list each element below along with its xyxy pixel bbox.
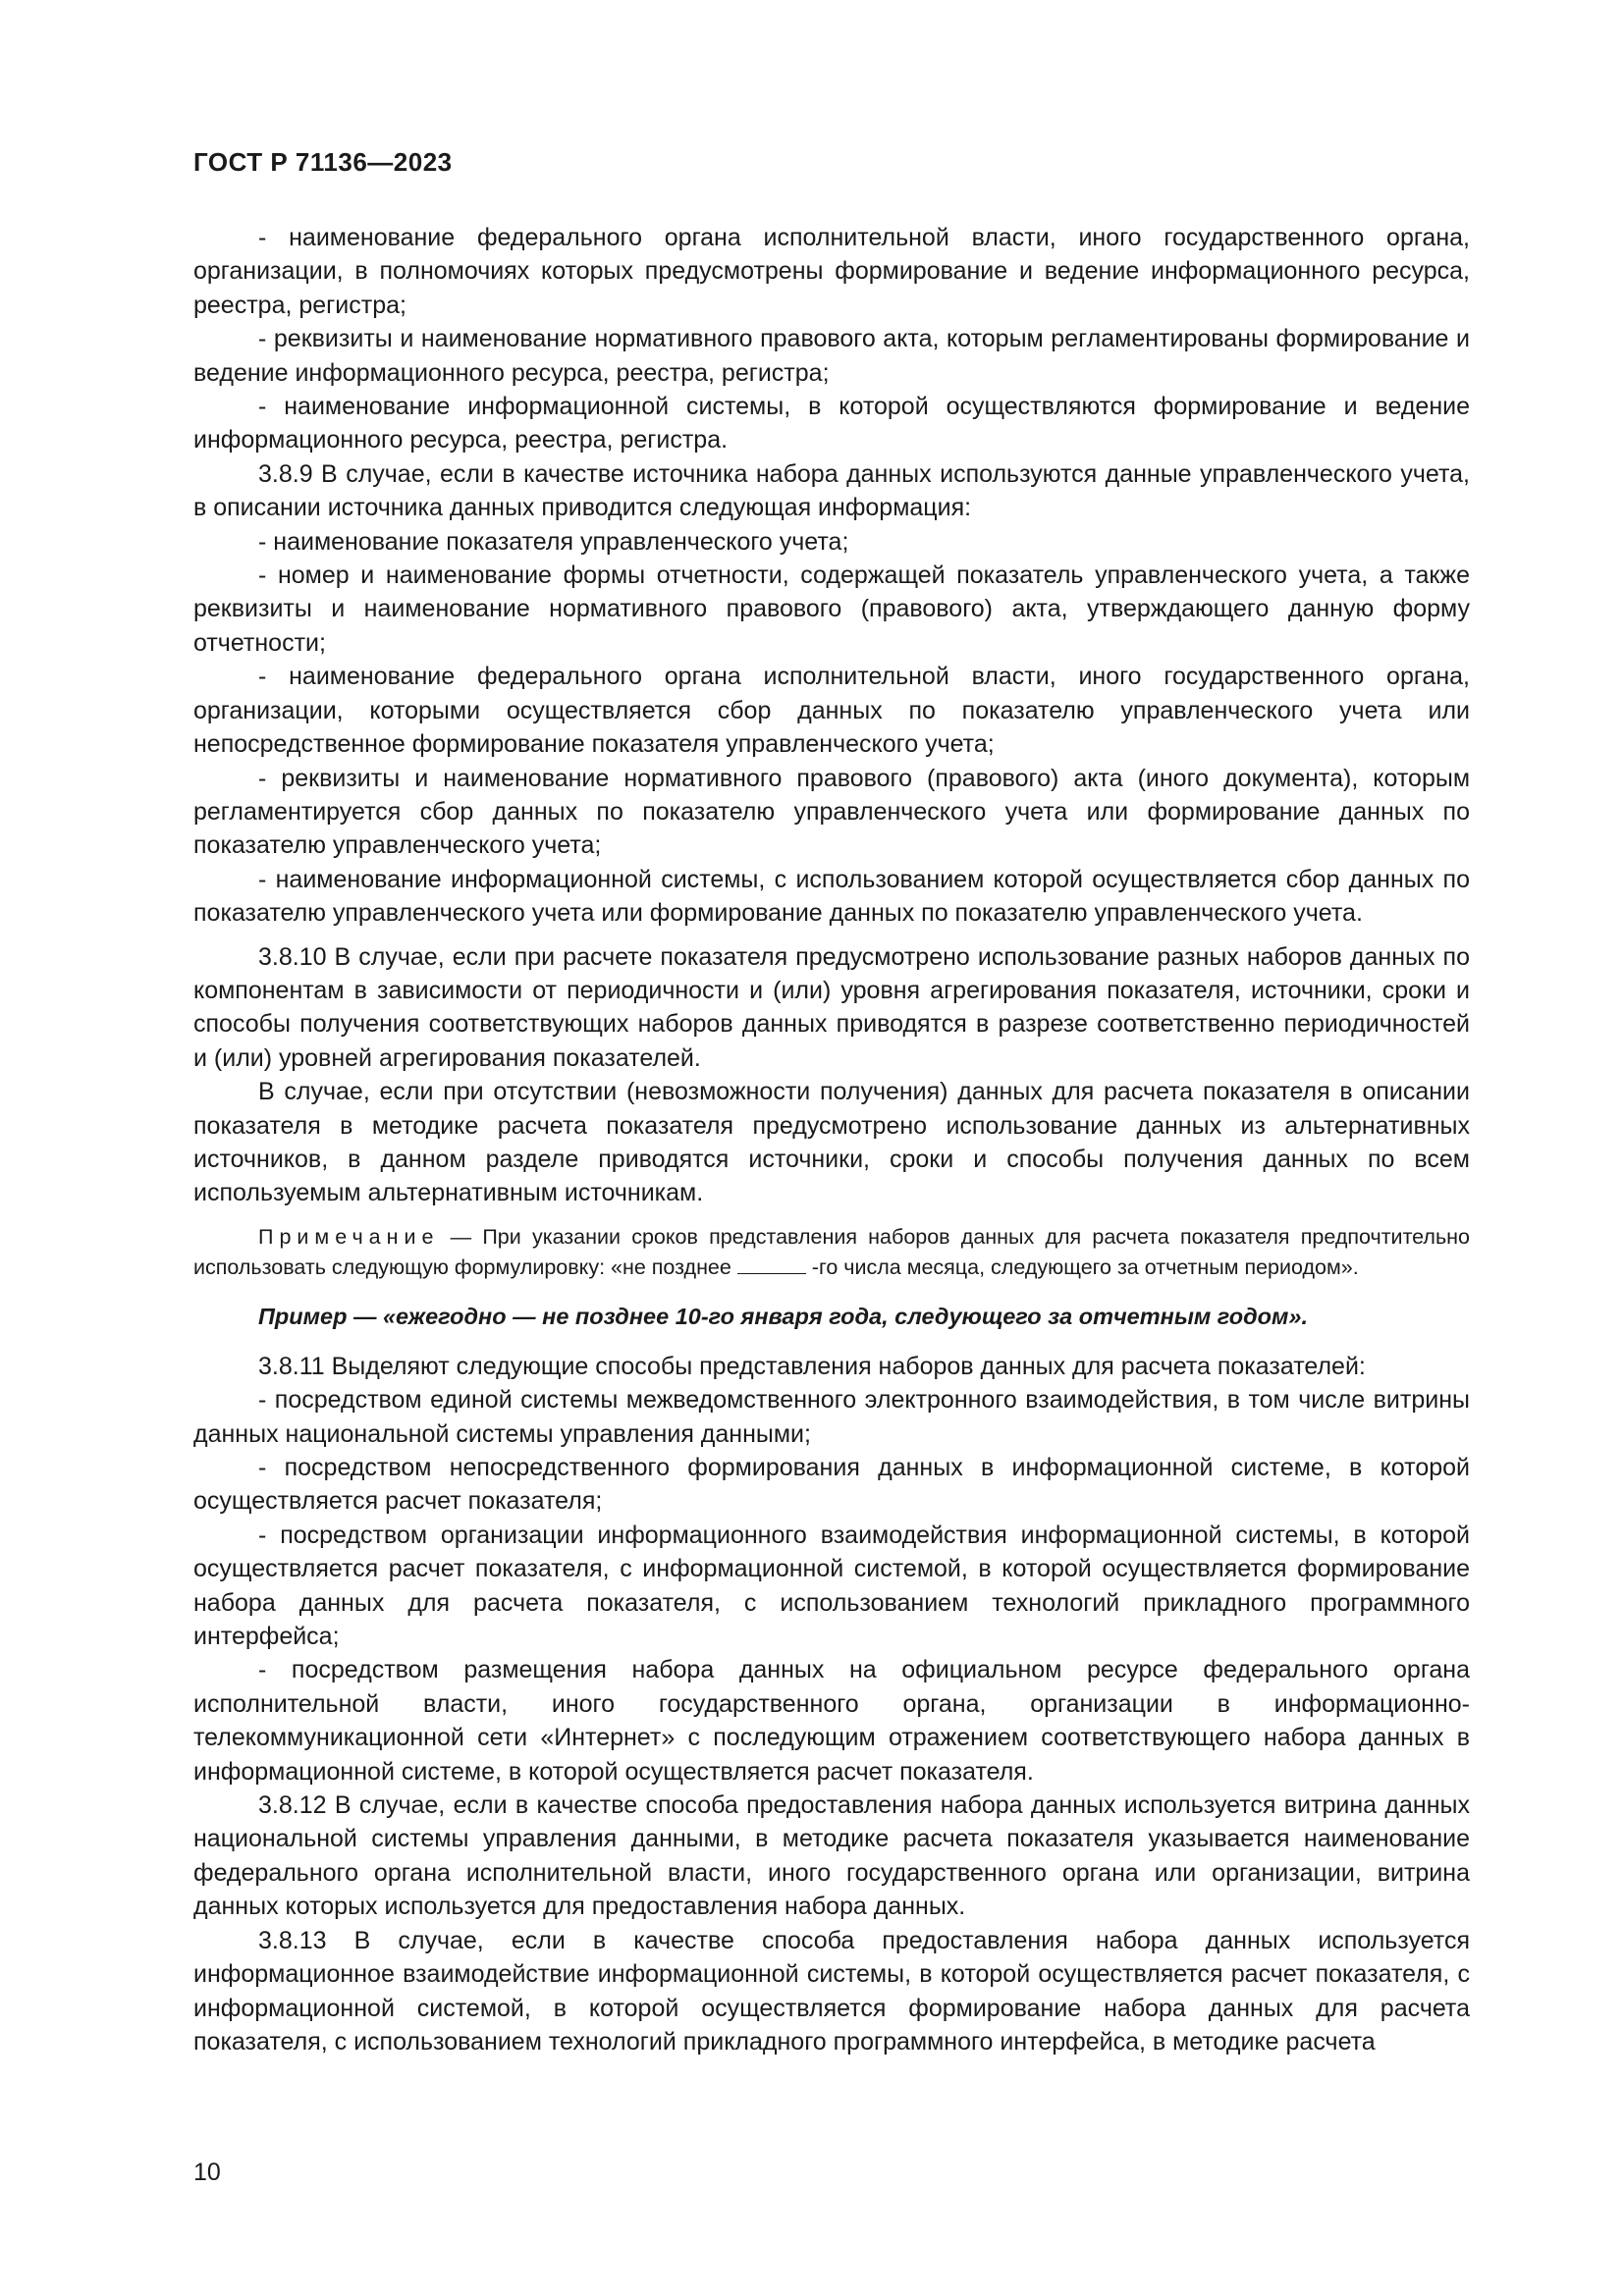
example: Пример — «ежегодно — не позднее 10-го января года, следующего за отчетным годом». <box>258 1303 1308 1329</box>
paragraph: - посредством непосредственного формирования данных в информационной системе, в которой осуществляется расчет показателя; <box>193 1454 1470 1516</box>
clause-3-8-12: 3.8.12 В случае, если в качестве способа предоставления набора данных используется витрина данных национальной системы управления данными, в методике расчета показателя указывается наименование федерального органа исполнительной власти, иного государственного органа или организации, витрина данных которых используется для предоставления набора данных. <box>193 1791 1470 1921</box>
page-number: 10 <box>193 2159 221 2186</box>
paragraph: - наименование показателя управленческого учета; <box>258 527 849 556</box>
paragraph: - наименование федерального органа исполнительной власти, иного государственного органа, организации, в полномочиях которых предусмотрены формирование и ведение информационного ресурса, реестра, регистра; <box>193 224 1470 319</box>
paragraph: - реквизиты и наименование нормативного правового акта, которым регламентированы формирование и ведение информационного ресурса, реестра, регистра; <box>193 325 1470 387</box>
clause-3-8-10: 3.8.10 В случае, если при расчете показателя предусмотрено использование разных наборов данных по компонентам в зависимости от периодичности и (или) уровня агрегирования показателя, источники, сроки и способы получения соответствующих наборов данных приводятся в разрезе соответственно периодичностей и (или) уровней агрегирования показателей. <box>193 942 1470 1072</box>
paragraph: - реквизиты и наименование нормативного правового (правового) акта (иного документа), которым регламентируется сбор данных по показателю управленческого учета или формирование данных по показателю управленческого учета; <box>193 764 1470 860</box>
note <box>193 1222 1470 1283</box>
paragraph: - посредством размещения набора данных на официальном ресурсе федерального органа исполнительной власти, иного государственного органа, организации в информационно-телекоммуникационной сети «Интернет» с последующим отражением соответствующего набора данных в информационной системе, в которой осуществляется расчет показателя. <box>193 1656 1470 1786</box>
document-code-header: ГОСТ Р 71136—2023 <box>193 147 453 177</box>
note-text-end: -го числа месяца, следующего за отчетным периодом». <box>805 1255 1359 1279</box>
note-text: — При указании сроков представления наборов данных для расчета показателя предпочтительно использовать следующую формулировку: «не позднее <box>193 1224 1470 1279</box>
paragraph: - наименование информационной системы, в которой осуществляются формирование и ведение информационного ресурса, реестра, регистра. <box>193 393 1470 454</box>
clause-3-8-9: 3.8.9 В случае, если в качестве источника набора данных используются данные управленческого учета, в описании источника данных приводится следующая информация: <box>193 459 1470 522</box>
clause-3-8-11: 3.8.11 Выделяют следующие способы представления наборов данных для расчета показателей: <box>258 1352 1366 1380</box>
paragraph: - наименование федерального органа исполнительной власти, иного государственного органа, организации, которыми осуществляется сбор данных по показателю управленческого учета или непосредственное формирование показателя управленческого учета; <box>193 663 1470 759</box>
paragraph: - посредством организации информационного взаимодействия информационной системы, в которой осуществляется расчет показателя, с информационной системой, в которой осуществляется формирование набора данных для расчета показателя, с использованием технологий прикладного программного интерфейса; <box>193 1521 1470 1651</box>
paragraph: - номер и наименование формы отчетности, содержащей показатель управленческого учета, а также реквизиты и наименование нормативного правового (правового) акта, утверждающего данную форму отчетности; <box>193 561 1470 657</box>
paragraph: - посредством единой системы межведомственного электронного взаимодействия, в том числе витрины данных национальной системы управления данными; <box>193 1386 1470 1448</box>
clause-3-8-13: 3.8.13 В случае, если в качестве способа предоставления набора данных используется информационное взаимодействие информационной системы, в которой осуществляется расчет показателя, с информационной системой, в которой осуществляется формирование набора данных для расчета показателя, с использованием технологий прикладного программного интерфейса, в методике расчета <box>193 1926 1470 2056</box>
paragraph: - наименование информационной системы, с использованием которой осуществляется сбор данных по показателю управленческого учета или формирование данных по показателю управленческого учета. <box>193 865 1470 928</box>
document-body <box>193 221 1470 2058</box>
paragraph: В случае, если при отсутствии (невозможности получения) данных для расчета показателя в описании показателя в методике расчета показателя предусмотрено использование данных из альтернативных источников, в данном разделе приводятся источники, сроки и способы получения данных по всем используемым альтернативным источникам. <box>193 1078 1470 1207</box>
note-label: Примечание <box>258 1224 440 1249</box>
blank-line <box>737 1255 806 1274</box>
